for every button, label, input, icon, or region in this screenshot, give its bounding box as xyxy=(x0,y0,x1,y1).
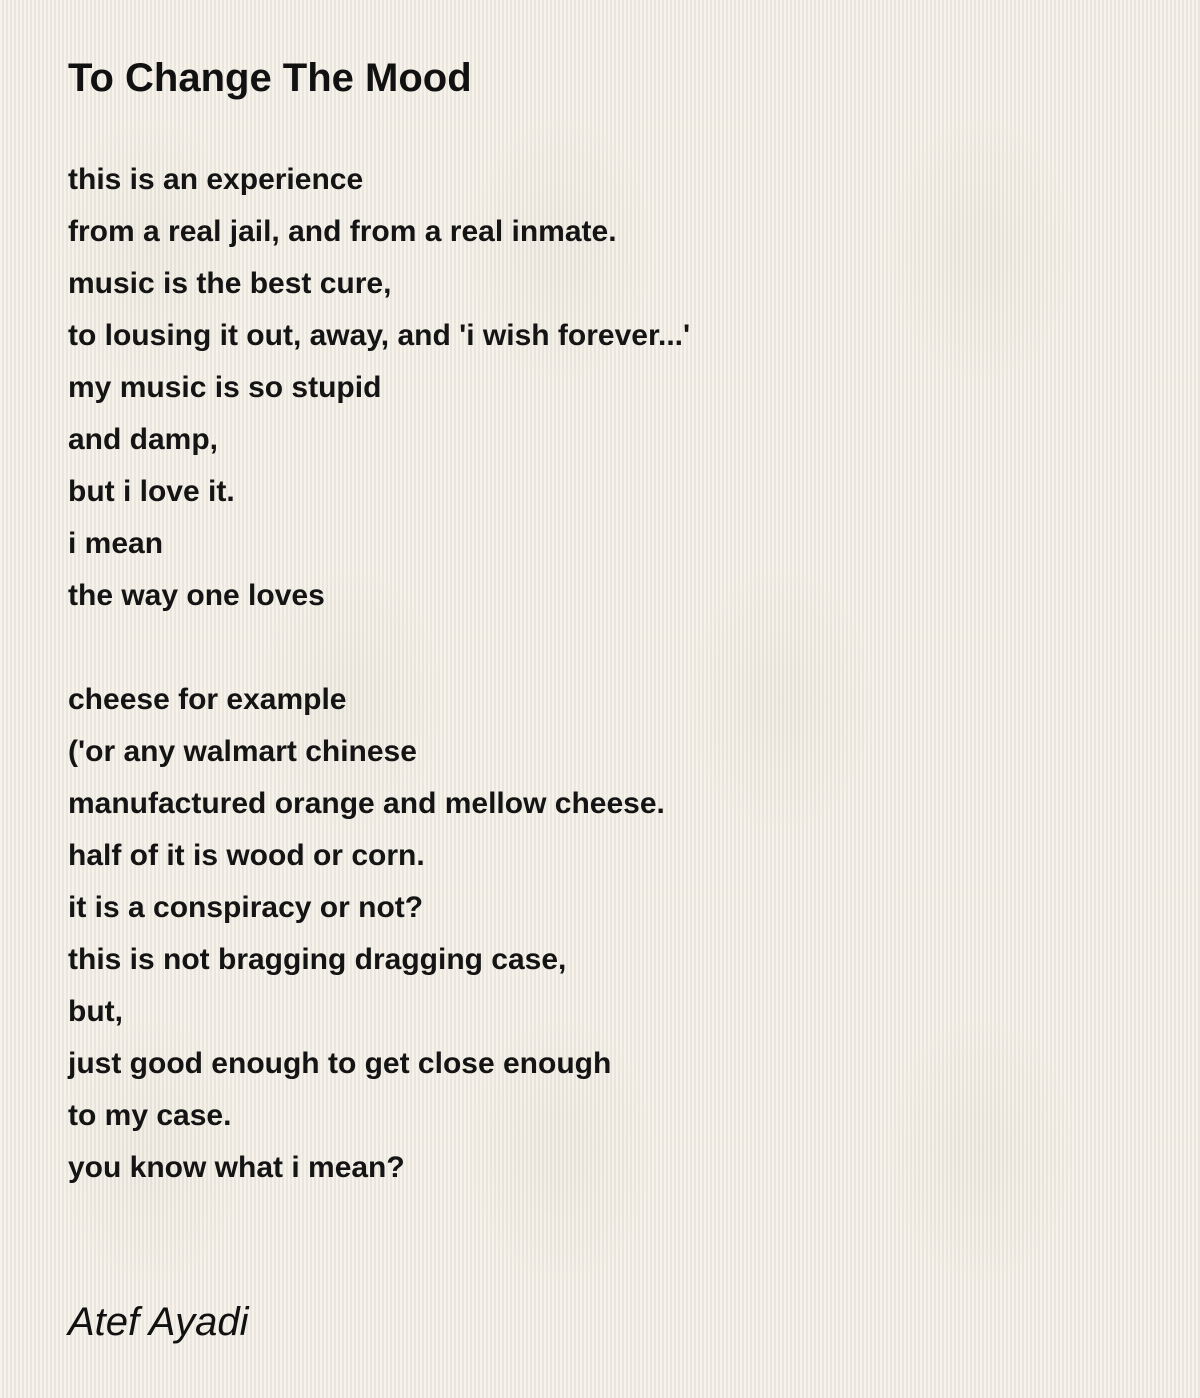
poem-line: but i love it. xyxy=(68,475,235,508)
poem-title: To Change The Mood xyxy=(68,56,472,100)
poem-line: i mean xyxy=(68,527,164,560)
poem-line: manufactured orange and mellow cheese. xyxy=(68,787,665,820)
poem-line: it is a conspiracy or not? xyxy=(68,891,424,924)
poem-line: to lousing it out, away, and 'i wish forever...' xyxy=(68,319,691,352)
poem-line: ('or any walmart chinese xyxy=(68,735,417,768)
poem-line: but, xyxy=(68,995,123,1028)
poem-line: to my case. xyxy=(68,1099,232,1132)
poem-line: and damp, xyxy=(68,423,219,456)
poem-line: you know what i mean? xyxy=(68,1151,405,1184)
poem-line: half of it is wood or corn. xyxy=(68,839,425,872)
poem-line: from a real jail, and from a real inmate. xyxy=(68,215,617,248)
poem-author: Atef Ayadi xyxy=(68,1300,249,1344)
poem-line: the way one loves xyxy=(68,579,325,612)
poem-line: this is not bragging dragging case, xyxy=(68,943,567,976)
poem-line: music is the best cure, xyxy=(68,267,392,300)
poem-body xyxy=(68,154,690,1194)
poem-line: just good enough to get close enough xyxy=(68,1047,612,1080)
poem-line: this is an experience xyxy=(68,163,364,196)
poem-line: my music is so stupid xyxy=(68,371,382,404)
poem-line: cheese for example xyxy=(68,683,347,716)
stanza-break xyxy=(68,622,690,674)
